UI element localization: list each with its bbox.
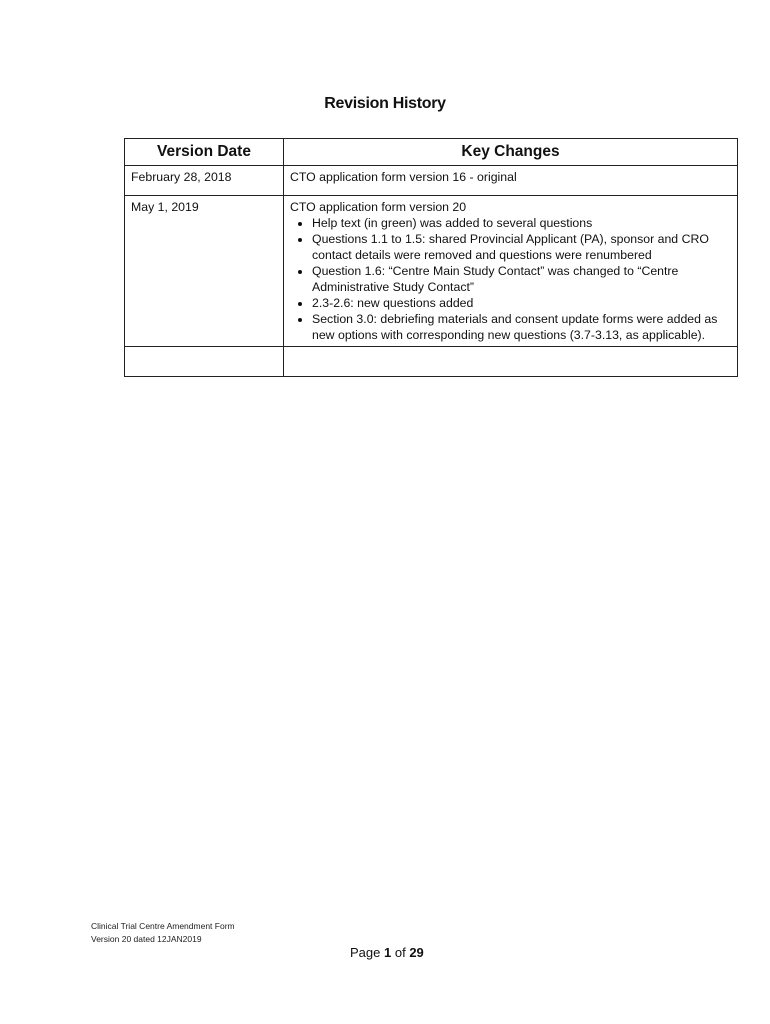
document-footer xyxy=(91,920,235,946)
version-date-cell: May 1, 2019 xyxy=(125,196,284,347)
page-number xyxy=(350,945,424,960)
change-list xyxy=(290,215,731,343)
change-summary: CTO application form version 20 xyxy=(290,200,467,214)
page-total: 29 xyxy=(409,945,424,960)
table-header-row xyxy=(125,139,738,166)
key-changes-cell xyxy=(284,347,738,377)
key-changes-cell: CTO application form version 16 - original xyxy=(284,166,738,196)
column-header-key-changes: Key Changes xyxy=(284,139,738,166)
page-current: 1 xyxy=(384,945,392,960)
version-date-cell: February 28, 2018 xyxy=(125,166,284,196)
version-date-cell xyxy=(125,347,284,377)
change-item: • Help text (in green) was added to several questions xyxy=(312,215,731,231)
change-item: • Questions 1.1 to 1.5: shared Provincial Applicant (PA), sponsor and CRO contact details were removed and questions were renumbered xyxy=(312,231,731,263)
footer-version: Version 20 dated 12JAN2019 xyxy=(91,934,202,944)
change-item: • Question 1.6: “Centre Main Study Contact” was changed to “Centre Administrative Study Contact” xyxy=(312,263,731,295)
table-row-empty xyxy=(125,347,738,377)
footer-form-name: Clinical Trial Centre Amendment Form xyxy=(91,921,235,931)
change-item: • 2.3-2.6: new questions added xyxy=(312,295,731,311)
page-of: of xyxy=(394,945,406,960)
change-item: • Section 3.0: debriefing materials and consent update forms were added as new options with corresponding new questions (3.7-3.13, as applicable). xyxy=(312,311,731,343)
page-label: Page xyxy=(350,945,381,960)
revision-history-table xyxy=(124,138,738,377)
table-row xyxy=(125,196,738,347)
key-changes-cell xyxy=(284,196,738,347)
column-header-version-date: Version Date xyxy=(125,139,284,166)
page-title: Revision History xyxy=(324,95,446,112)
table-row xyxy=(125,166,738,196)
